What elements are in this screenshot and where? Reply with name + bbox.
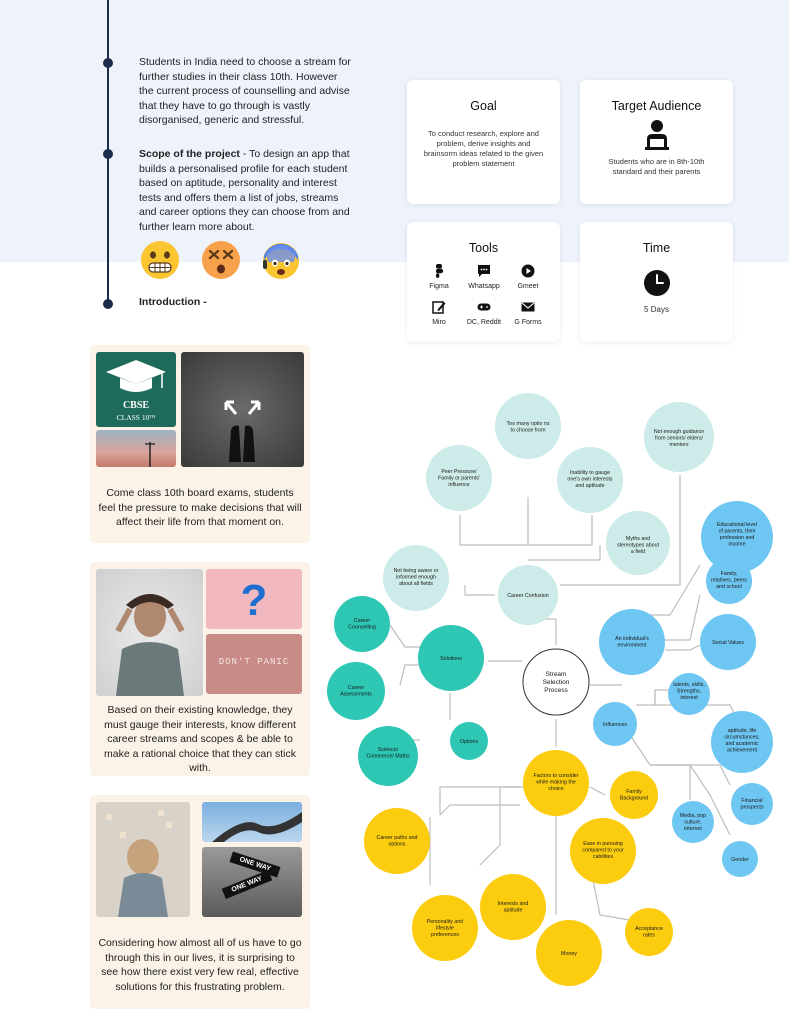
problem-paragraph: Students in India need to choose a stream for further studies in their class 10th. However the current process of counselling and advise that they have to go through is vastly disorganised, generic and stressful. [139, 56, 351, 126]
goal-title: Goal [470, 99, 497, 113]
stressed-person-image [96, 569, 203, 696]
influences-label: Influences [602, 722, 628, 728]
time-card [580, 222, 733, 342]
talents-label: talents, skills, Strengths, interest [673, 682, 705, 701]
center-label: Stream Selection Process [542, 671, 570, 694]
too-many-label: Too many optio ns to choose from [506, 421, 550, 434]
myths-label: Myths and stereotypes about a field [616, 536, 660, 555]
family-background-label: Family Background [619, 789, 649, 802]
diverging-arrows-icon [181, 352, 304, 467]
gamepad-icon [477, 300, 491, 314]
ease-label: Ease in pursuing compared to your cabilities [582, 841, 624, 860]
career-counselling-label: Career Counselling [348, 618, 376, 631]
chat-bubble-icon [477, 264, 491, 278]
target-audience-text: Students who are in 8th-10th standard and their parents [608, 157, 705, 176]
target-audience-title: Target Audience [611, 99, 702, 113]
panel-caption: Based on their existing knowledge, they must gauge their interests, know different career streams and scopes & be able to make a rational choice that they can stick with. [103, 704, 296, 774]
cbse-title: CBSE [122, 400, 150, 411]
tool-dc-reddit [464, 300, 504, 326]
dont-panic-text: DON'T PANIC [218, 657, 290, 667]
svg-text:?: ? [240, 576, 268, 625]
tool-figma [419, 264, 459, 290]
grimacing-emoji-icon [140, 240, 180, 280]
scope-text: - To design an app that builds a personalised profile for each student based on aptitude, personality and interest tests and offers them a list of jobs, streams and career options they can choose from and further learn more about. [139, 148, 350, 233]
panel-caption: Come class 10th board exams, students feel the pressure to make decisions that will affect their life from that moment on. [98, 487, 302, 528]
media-label: Media, pop culture, internet [679, 813, 707, 832]
education-label: Educational level of parents, their profession and income [716, 522, 758, 548]
stressed-person-icon [96, 569, 203, 696]
not-enough-label: Not enough guidance from seniors/ elders/ mentors [653, 429, 705, 448]
acceptance-label: Acceptance rates [635, 926, 663, 939]
tools-title: Tools [468, 241, 499, 255]
science-label: Science/ Commerce/ Maths [366, 747, 410, 760]
cbse-subtitle: CLASS 10ᵀᴴ [116, 413, 156, 422]
options-label: Options [459, 739, 479, 745]
peer-label: Peer Pressure/ Family or parents' influence [438, 469, 480, 488]
family-label: Family, relatives, peers and school [711, 571, 747, 590]
panel-few-solutions [90, 795, 310, 1009]
tool-label: Whatsapp [468, 283, 500, 290]
tool-miro [419, 300, 459, 326]
sunset-pole-image [96, 430, 176, 467]
social-label: Social Values [712, 640, 744, 646]
timeline-dot [103, 149, 113, 159]
student-at-laptop-icon [644, 119, 670, 151]
one-way-signs-image [202, 847, 302, 917]
time-text: 5 Days [644, 305, 669, 314]
personality-label: Personality and lifestyle preferences [426, 919, 464, 938]
question-mark-image [206, 569, 302, 629]
gender-label: Gender [731, 857, 749, 863]
cbse-logo-image [96, 352, 176, 427]
scope-label: Scope of the project [139, 148, 240, 160]
timeline-dot [103, 58, 113, 68]
solutions-label: Solutions [440, 656, 462, 662]
time-title: Time [642, 241, 671, 255]
mind-map-labels [340, 421, 764, 957]
environment-label: An individual's environment [615, 636, 649, 649]
tool-label: DC, Reddit [466, 319, 502, 326]
stream-selection-mind-map [320, 385, 789, 1024]
goal-card [407, 80, 560, 204]
inability-label: Inability to gauge one's own interests and aptitude [567, 470, 613, 489]
money-label: Money [561, 951, 577, 957]
person-with-letter-tiles-icon [96, 802, 190, 917]
scope-paragraph [139, 147, 351, 234]
timeline-dot [103, 299, 113, 309]
tool-whatsapp [464, 264, 504, 290]
dizzy-face-emoji-icon [201, 240, 241, 280]
tool-label: Gmeet [517, 283, 539, 290]
factors-label: Factors to consider while making the choice [533, 773, 579, 792]
career-paths-label: Career paths and options [376, 835, 418, 848]
aptitude-label: aptitude, life circumstances, and academic achievement [724, 728, 760, 754]
dont-panic-sign-image [206, 634, 302, 694]
financial-label: Financial prospects [740, 798, 764, 811]
interests-label: Interests and aptitude [497, 901, 529, 914]
career-confusion-branch [383, 393, 714, 625]
tool-label: Miro [432, 319, 446, 326]
clock-icon [643, 269, 671, 297]
career-confusion-label: Career Confusion [507, 593, 549, 599]
one-way-sign: ONE WAY [230, 852, 281, 878]
tool-gforms [508, 300, 548, 326]
crossroads-arrows-image [181, 352, 304, 467]
tool-label: Figma [429, 283, 449, 290]
question-mark-icon [206, 569, 302, 629]
edit-note-icon [432, 300, 446, 314]
panel-board-exams [90, 345, 310, 543]
utility-pole-icon [96, 430, 176, 467]
career-assessments-label: Career Assessments [340, 685, 372, 698]
anxious-sweat-emoji-icon [261, 240, 301, 280]
winding-road-icon [202, 802, 302, 842]
introduction-label: Introduction - [139, 296, 207, 308]
panel-caption: Considering how almost all of us have to go through this in our lives, it is surprising to see how there exist very few real, effective solutions for this frustrating problem. [98, 937, 302, 993]
tool-gmeet [508, 264, 548, 290]
graduation-cap-icon [96, 352, 176, 400]
one-way-sign: ONE WAY [222, 870, 272, 899]
figma-icon [432, 264, 446, 278]
target-audience-card [580, 80, 733, 204]
tools-card [407, 222, 560, 342]
factors-branch [364, 750, 673, 986]
tool-label: G Forms [514, 319, 542, 326]
not-aware-label: Not being aware or informed enough about all fields [393, 568, 439, 587]
play-circle-icon [521, 264, 535, 278]
scrabble-person-image [96, 802, 190, 917]
goal-text: To conduct research, explore and problem, derive insights and brainsorm ideas related to the given problem statement [423, 129, 544, 168]
road-image [202, 802, 302, 842]
panel-existing-knowledge [90, 562, 310, 776]
mail-icon [521, 300, 535, 314]
